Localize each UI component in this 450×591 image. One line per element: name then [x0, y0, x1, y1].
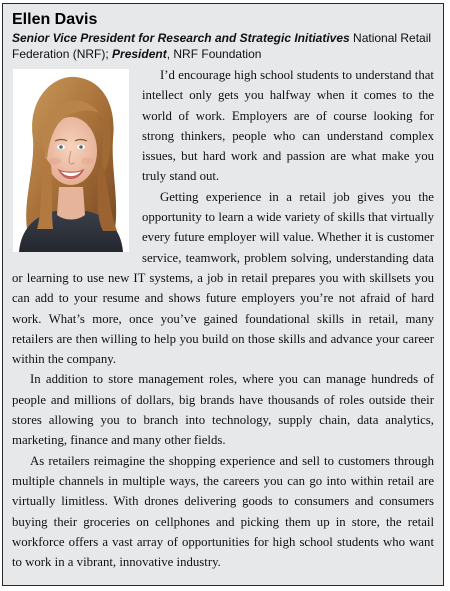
title-org: National Retail Federation (NRF); [12, 31, 432, 61]
title-role-secondary: President [112, 46, 167, 61]
paragraph-3: In addition to store management roles, where you can manage hundreds of people and millions of dollars, big brands have thousands of roles outside their stores allowing you to branch into technology, supply chain, data analytics, marketing, finance and many other fields. [12, 372, 434, 448]
paragraph-1: I’d encourage high school students to understand that intellect only gets you halfway when it comes to the world of work. Employers are of course looking for strong thinkers, people who can understand complex issues, but hard work and passion are what make you truly stand out. [142, 68, 434, 184]
portrait-image [13, 69, 129, 252]
person-title [12, 31, 434, 62]
quote-body [12, 65, 434, 572]
title-org-secondary: , NRF Foundation [166, 46, 262, 61]
profile-sidebar-box [2, 3, 444, 586]
paragraph-4: As retailers reimagine the shopping experience and sell to customers through multiple channels in multiple ways, the careers you can go into within retail are virtually limitless. With drones delivering goods to consumers and consumers buying their groceries on cellphones and picking them up in store, the retail workforce offers a vast array of opportunities for high school students who want to work in a vibrant, innovative industry. [12, 453, 434, 570]
paragraph-2: Getting experience in a retail job gives you the opportunity to learn a wide variety of skills that virtually every future employer will value. Whether it is customer service, teamwork, problem solving, understanding data or learning to use new IT systems, a job in retail prepares you with skillsets you can add to your resume and shows future employers you’re not afraid of hard work. What’s more, once you’ve gained foundational skills in retail, many retailers are then willing to help you build on those skills and advance your career within the company. [12, 189, 434, 367]
person-name: Ellen Davis [12, 11, 98, 28]
title-role-primary: Senior Vice President for Research and Strategic Initiatives [12, 31, 350, 45]
portrait-photo [13, 69, 129, 252]
